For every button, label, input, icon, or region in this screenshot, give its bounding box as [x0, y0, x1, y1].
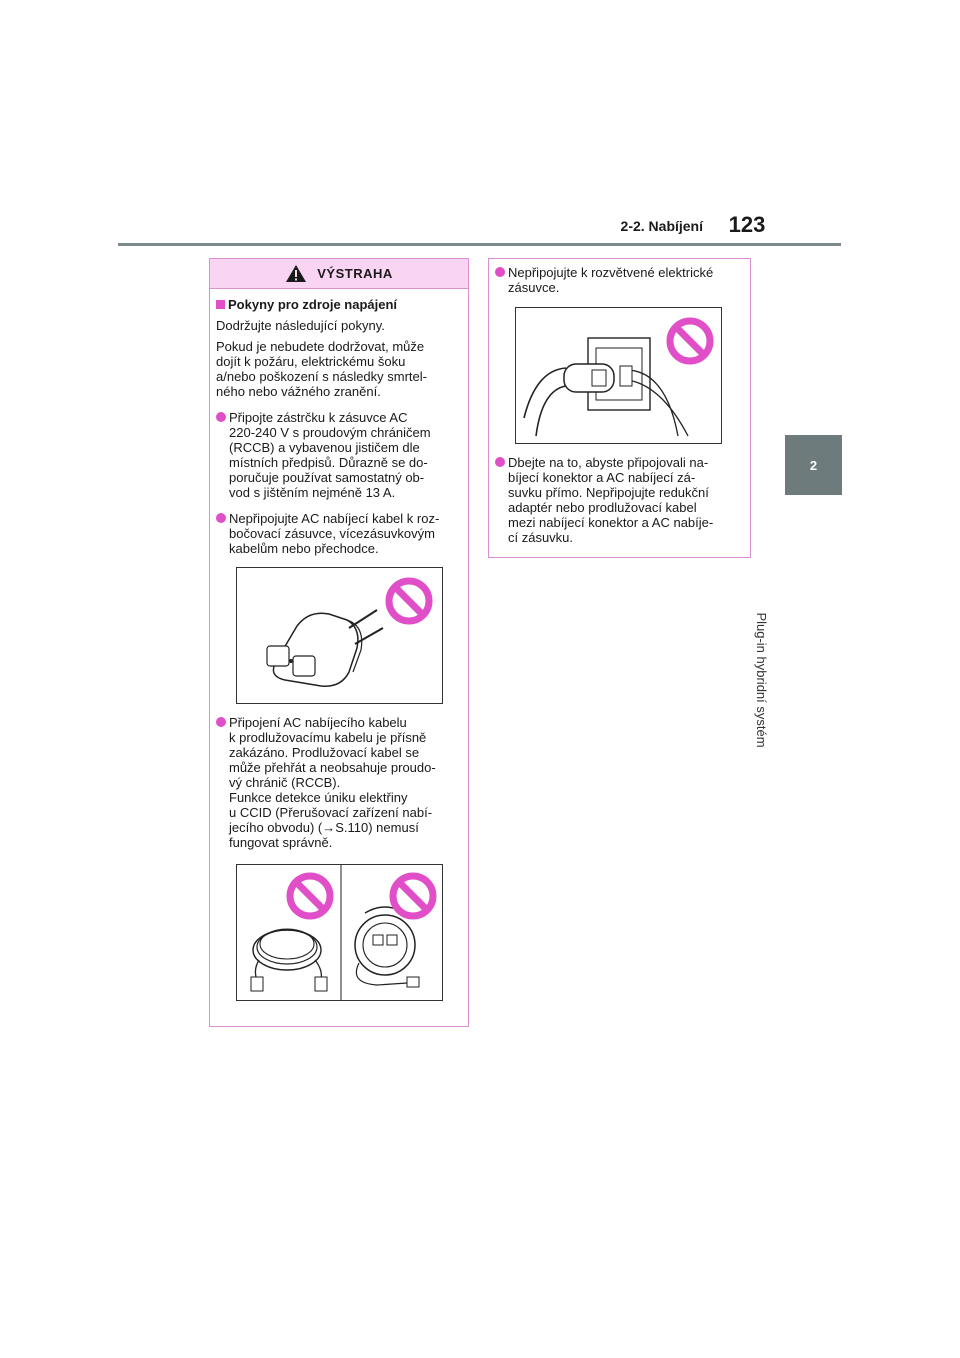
bullet-text: Připojení AC nabíjecího kabelu k prodlužovacímu kabelu je přísně zakázáno. Prodlužovací kabel se může přehřát a neobsahuje proudo- vý chránič (RCCB). Funkce detekce úniku elektřiny u CCID (Přerušovací zařízení nabí- jecího obvodu) (→S.110) nemusí fungovat správně.	[229, 715, 436, 850]
prohibition-icon	[388, 871, 438, 921]
warning-bullet-3	[216, 715, 462, 850]
bullet-text: Nepřipojujte AC nabíjecí kabel k roz- bočovací zásuvce, vícezásuvkovým kabelům nebo přechodce.	[229, 511, 440, 556]
bullet-text: Dbejte na to, abyste připojovali na- bíjecí konektor a AC nabíjecí zá- suvku přímo. Nepřipojujte redukční adaptér nebo prodlužovací kabel mezi nabíjecí konektor a AC nabíje- cí zásuvku.	[508, 455, 714, 545]
figure-adapter	[236, 567, 443, 704]
header-divider	[118, 243, 841, 246]
round-bullet-icon	[495, 267, 505, 277]
warning-header	[210, 259, 468, 289]
warning-subtitle-text: Pokyny pro zdroje napájení	[228, 297, 398, 312]
bullet-text: Připojte zástrčku k zásuvce AC 220-240 V s proudovým chráničem (RCCB) a vybavenou jističem dle místních předpisů. Důrazně se do- poručuje používat samostatný ob- vod s jištěním nejméně 13 A.	[229, 410, 431, 500]
chapter-tab: 2	[785, 435, 842, 495]
round-bullet-icon	[216, 717, 226, 727]
round-bullet-icon	[216, 513, 226, 523]
bullet-text: Nepřipojujte k rozvětvené elektrické zásuvce.	[508, 265, 714, 295]
figure-extension-cords	[236, 864, 443, 1001]
warning-bullet-1	[216, 410, 462, 500]
section-title: 2-2. Nabíjení	[620, 218, 703, 234]
warning-triangle-icon	[285, 264, 307, 283]
prohibition-icon	[665, 316, 715, 366]
prohibition-icon	[285, 871, 335, 921]
continued-bullet-2	[495, 455, 744, 545]
warning-box-continued	[488, 258, 751, 558]
warning-consequence: Pokud je nebudete dodržovat, může dojít k požáru, elektrickému šoku a/nebo poškození s následky smrtel- ného nebo vážného zranění.	[216, 339, 427, 399]
warning-box	[209, 258, 469, 1027]
warning-title: VÝSTRAHA	[317, 266, 393, 281]
square-bullet-icon	[216, 300, 225, 309]
page-number: 123	[728, 212, 766, 237]
warning-bullet-2	[216, 511, 462, 556]
warning-intro: Dodržujte následující pokyny.	[216, 318, 385, 333]
round-bullet-icon	[216, 412, 226, 422]
figure-branched-outlet	[515, 307, 722, 444]
round-bullet-icon	[495, 457, 505, 467]
chapter-label: Plug-in hybridní systém	[754, 612, 769, 748]
warning-subtitle	[216, 297, 462, 312]
continued-bullet-1	[495, 265, 744, 295]
prohibition-icon	[384, 576, 434, 626]
